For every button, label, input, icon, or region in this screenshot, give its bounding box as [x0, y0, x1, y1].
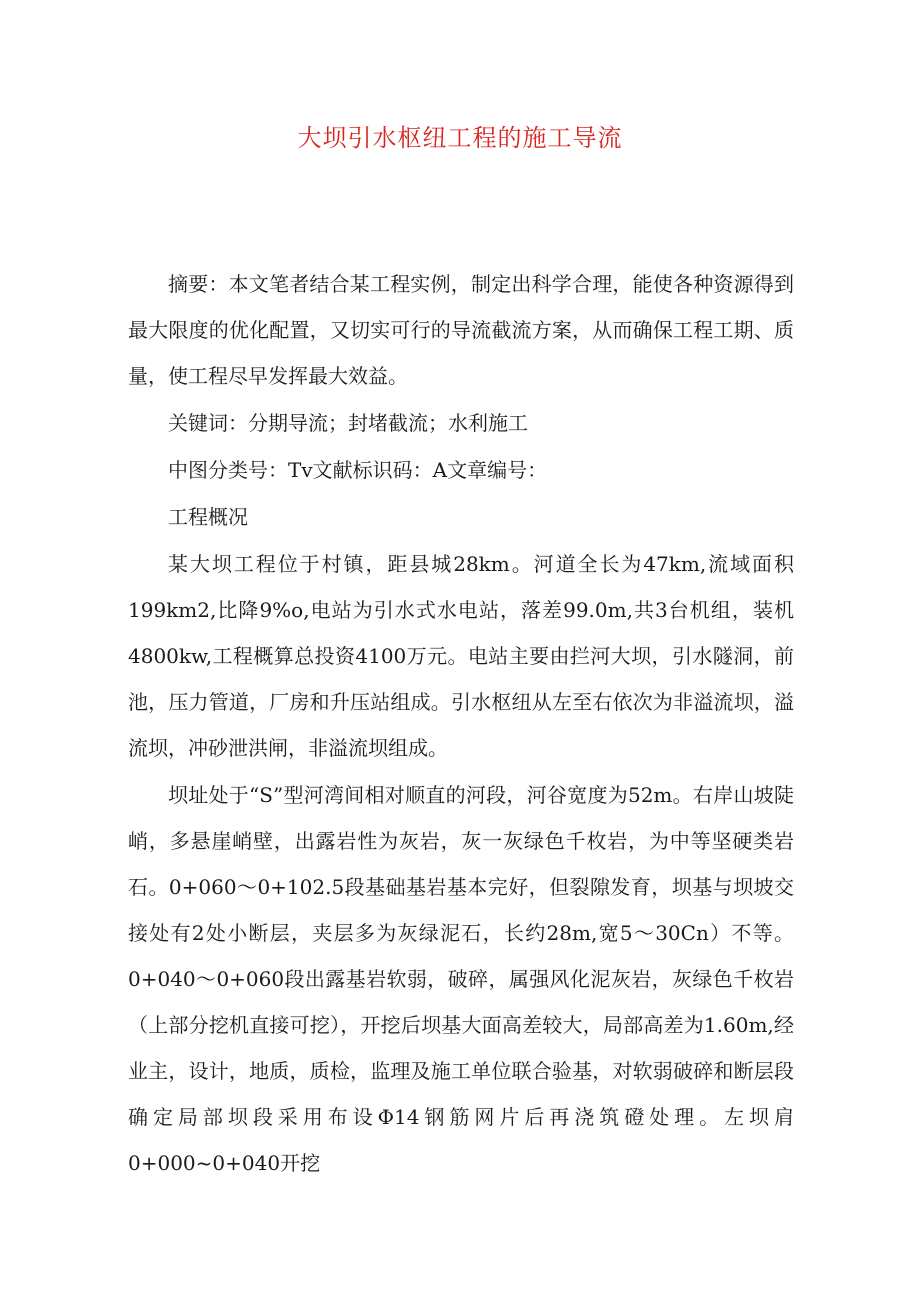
keywords-paragraph: 关键词：分期导流；封堵截流；水利施工: [168, 411, 528, 435]
section-heading: 工程概况: [168, 505, 248, 529]
dam-site-paragraph: 坝址处于“S”型河湾间相对顺直的河段，河谷宽度为52m。右岸山坡陡峭，多悬崖峭壁，出露岩性为灰岩，灰一灰绿色千枚岩，为中等坚硬类岩石。0+060～0+102.5段基础基岩基本完好，但裂隙发育，坝基与坝坡交接处有2处小断层，夹层多为灰绿泥石，长约28m,宽5～30Cn）不等。0+040～0+060段出露基岩软弱，破碎，属强风化泥灰岩，灰绿色千枚岩（上部分挖机直接可挖），开挖后坝基大面高差较大，局部高差为1.60m,经业主，设计，地质，质检，监理及施工单位联合验基，对软弱破碎和断层段确定局部坝段采用布设Φ14钢筋网片后再浇筑磴处理。左坝肩0+000~0+040开挖: [128, 783, 794, 1175]
project-overview-paragraph: 某大坝工程位于村镇，距县城28km。河道全长为47km,流域面积199km2,比降9%o,电站为引水式水电站，落差99.0m,共3台机组，装机4800kw,工程概算总投资4100万元。电站主要由拦河大坝，引水隧洞，前池，压力管道，厂房和升压站组成。引水枢纽从左至右依次为非溢流坝，溢流坝，冲砂泄洪闸，非溢流坝组成。: [128, 552, 794, 760]
abstract-paragraph: 摘要：本文笔者结合某工程实例，制定出科学合理，能使各种资源得到最大限度的优化配置，又切实可行的导流截流方案，从而确保工程工期、质量，使工程尽早发挥最大效益。: [128, 272, 794, 388]
document-title: 大坝引水枢纽工程的施工导流: [297, 124, 623, 152]
classification-paragraph: 中图分类号：Tv文献标识码：A文章编号：: [168, 458, 548, 482]
document-body: [128, 261, 794, 1187]
